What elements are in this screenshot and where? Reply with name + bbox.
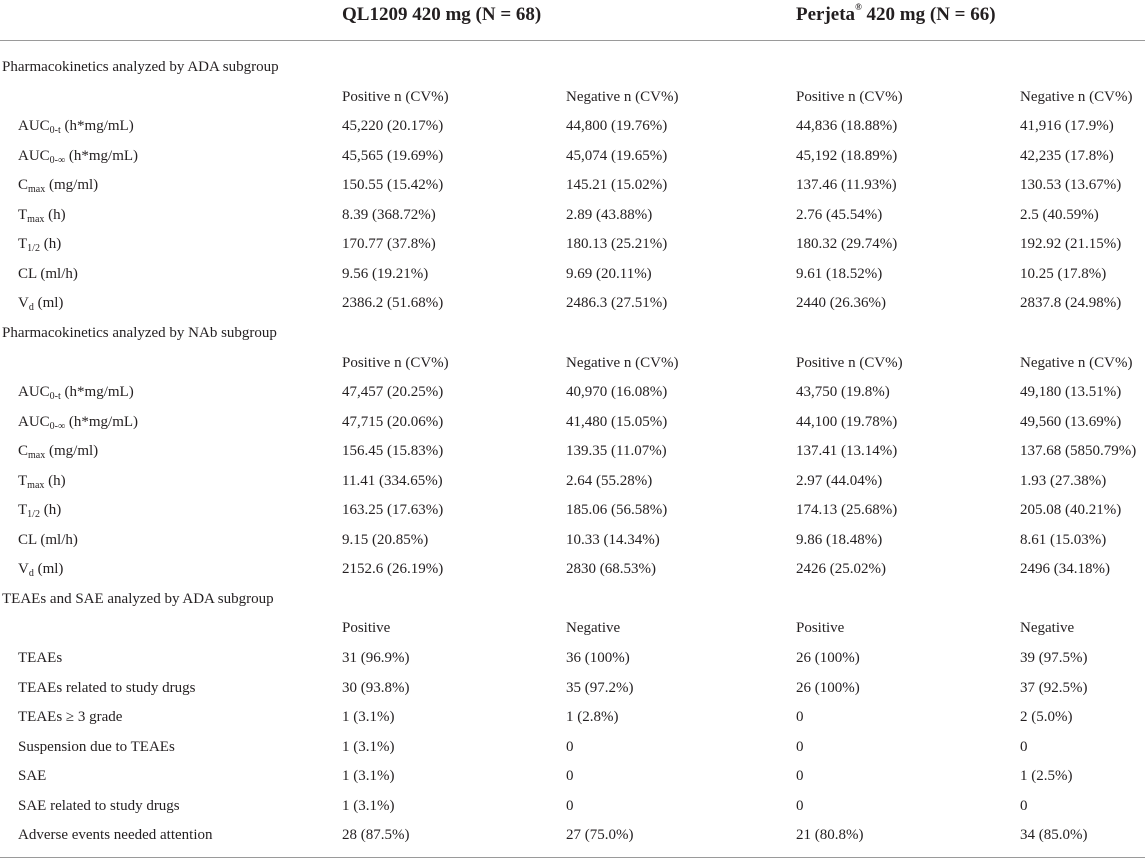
cell-value: 0: [566, 738, 574, 755]
column-header: Negative n (CV%): [566, 354, 679, 371]
row-label-subscript: max: [27, 479, 45, 491]
cell-value: 9.56 (19.21%): [342, 265, 429, 282]
group-header-perjeta: [796, 4, 996, 26]
row-label-text: T: [18, 472, 28, 489]
cell-value: 205.08 (40.21%): [1020, 502, 1122, 519]
column-header: Positive n (CV%): [342, 88, 449, 105]
section-title-row: [0, 319, 1145, 348]
cell-value: 10.33 (14.34%): [566, 531, 660, 548]
cell-value: 43,750 (19.8%): [796, 384, 890, 401]
column-header: Negative n (CV%): [1020, 88, 1133, 105]
header-rule: [0, 40, 1145, 41]
row-label-text: AUC: [18, 384, 50, 401]
row-label-text: SAE: [18, 768, 47, 785]
table-row: [0, 260, 1145, 289]
cell-value: 130.53 (13.67%): [1020, 177, 1122, 194]
row-label: [18, 437, 98, 466]
row-label-text: C: [18, 443, 29, 460]
row-label-text: T: [18, 502, 28, 519]
cell-value: 30 (93.8%): [342, 679, 410, 696]
cell-value: 0: [796, 768, 804, 785]
row-label-unit: (h*mg/mL): [65, 147, 139, 164]
row-label: [18, 289, 63, 318]
row-label-subscript: max: [27, 213, 45, 225]
row-label: [18, 555, 63, 584]
row-label: [18, 644, 62, 673]
row-label-text: Adverse events needed attention: [18, 827, 213, 844]
cell-value: 28 (87.5%): [342, 827, 410, 844]
table-row: [0, 467, 1145, 496]
cell-value: 185.06 (56.58%): [566, 502, 668, 519]
column-header: Negative n (CV%): [566, 88, 679, 105]
cell-value: 0: [566, 768, 574, 785]
table-row: [0, 762, 1145, 791]
row-label-subscript: 1/2: [27, 243, 40, 255]
table-row: [0, 674, 1145, 703]
row-label-subscript: 0-t: [49, 391, 61, 403]
table-row: [0, 792, 1145, 821]
table-row: [0, 526, 1145, 555]
cell-value: 2496 (34.18%): [1020, 561, 1110, 578]
row-label-unit: (ml): [33, 295, 64, 312]
cell-value: 2486.3 (27.51%): [566, 295, 668, 312]
cell-value: 2 (5.0%): [1020, 709, 1073, 726]
row-label-text: AUC: [18, 147, 50, 164]
row-label: [18, 674, 195, 703]
cell-value: 11.41 (334.65%): [342, 472, 443, 489]
cell-value: 47,715 (20.06%): [342, 413, 444, 430]
column-header: Positive n (CV%): [342, 354, 449, 371]
row-label-unit: (h*mg/mL): [60, 384, 134, 401]
row-label-subscript: 0-∞: [49, 154, 66, 166]
row-label-text: TEAEs: [18, 650, 63, 666]
table-row: [0, 733, 1145, 762]
cell-value: 1 (2.5%): [1020, 768, 1073, 785]
table-row: [0, 496, 1145, 525]
cell-value: 2.89 (43.88%): [566, 206, 653, 223]
row-label-unit: (h): [39, 236, 62, 253]
cell-value: 0: [1020, 738, 1028, 755]
cell-value: 0: [1020, 797, 1028, 814]
cell-value: 174.13 (25.68%): [796, 502, 898, 519]
section-title-row: [0, 53, 1145, 82]
column-header: Positive: [796, 620, 845, 637]
cell-value: 45,220 (20.17%): [342, 118, 444, 135]
cell-value: 2837.8 (24.98%): [1020, 295, 1122, 312]
row-label-subscript: d: [28, 568, 34, 580]
group-header-perjeta-name: Perjeta: [796, 4, 856, 25]
row-label-text: V: [18, 295, 29, 312]
cell-value: 9.15 (20.85%): [342, 531, 429, 548]
row-label-text: SAE related to study drugs: [18, 797, 180, 814]
row-label-text: T: [18, 206, 28, 223]
row-label-subscript: 0-∞: [49, 420, 66, 432]
column-header-row: [0, 614, 1145, 643]
row-label-subscript: max: [28, 450, 46, 462]
cell-value: 27 (75.0%): [566, 827, 634, 844]
row-label-unit: (mg/ml): [45, 443, 99, 460]
cell-value: 139.35 (11.07%): [566, 443, 667, 460]
cell-value: 0: [566, 797, 574, 814]
table-row: [0, 437, 1145, 466]
bottom-rule: [0, 857, 1145, 858]
row-label-text: V: [18, 561, 29, 578]
cell-value: 192.92 (21.15%): [1020, 236, 1122, 253]
cell-value: 45,565 (19.69%): [342, 147, 444, 164]
column-header: Positive n (CV%): [796, 354, 903, 371]
cell-value: 2152.6 (26.19%): [342, 561, 444, 578]
cell-value: 10.25 (17.8%): [1020, 265, 1107, 282]
cell-value: 31 (96.9%): [342, 650, 410, 666]
row-label: [18, 733, 175, 762]
cell-value: 35 (97.2%): [566, 679, 634, 696]
row-label: [18, 142, 138, 171]
table-row: [0, 201, 1145, 230]
cell-value: 49,180 (13.51%): [1020, 384, 1122, 401]
cell-value: 41,916 (17.9%): [1020, 118, 1114, 135]
row-label-text: C: [18, 177, 29, 194]
row-label-subscript: d: [28, 302, 34, 314]
cell-value: 2.97 (44.04%): [796, 472, 883, 489]
cell-value: 26 (100%): [796, 650, 860, 666]
row-label-unit: (h*mg/mL): [65, 413, 139, 430]
table-row: [0, 821, 1145, 850]
row-label: [18, 821, 213, 850]
cell-value: 9.69 (20.11%): [566, 265, 652, 282]
cell-value: 2.76 (45.54%): [796, 206, 883, 223]
row-label: [18, 378, 134, 407]
cell-value: 1 (3.1%): [342, 797, 395, 814]
cell-value: 9.86 (18.48%): [796, 531, 883, 548]
row-label-subscript: 0-t: [49, 125, 61, 137]
column-header-row: [0, 83, 1145, 112]
table-row: [0, 142, 1145, 171]
row-label: [18, 496, 61, 525]
section-title: Pharmacokinetics analyzed by NAb subgroup: [2, 324, 277, 341]
row-label-unit: (mg/ml): [45, 177, 99, 194]
table-row: [0, 644, 1145, 673]
cell-value: 180.32 (29.74%): [796, 236, 898, 253]
cell-value: 0: [796, 709, 804, 726]
cell-value: 42,235 (17.8%): [1020, 147, 1114, 164]
column-header: Negative: [1020, 620, 1075, 637]
row-label-unit: (h): [39, 502, 62, 519]
cell-value: 1.93 (27.38%): [1020, 472, 1107, 489]
row-label-subscript: 1/2: [27, 509, 40, 521]
row-label-text: CL (ml/h): [18, 531, 78, 548]
row-label: [18, 408, 138, 437]
row-label: [18, 762, 46, 791]
row-label-unit: (h): [44, 206, 66, 223]
cell-value: 9.61 (18.52%): [796, 265, 883, 282]
cell-value: 2386.2 (51.68%): [342, 295, 444, 312]
section-title-row: [0, 585, 1145, 614]
cell-value: 1 (3.1%): [342, 709, 395, 726]
column-header: Negative n (CV%): [1020, 354, 1133, 371]
cell-value: 44,100 (19.78%): [796, 413, 898, 430]
table-row: [0, 703, 1145, 732]
row-label-text: Suspension due to TEAEs: [18, 738, 175, 755]
cell-value: 1 (3.1%): [342, 768, 395, 785]
cell-value: 2440 (26.36%): [796, 295, 886, 312]
cell-value: 2.64 (55.28%): [566, 472, 653, 489]
cell-value: 39 (97.5%): [1020, 650, 1088, 666]
row-label: [18, 703, 122, 732]
cell-value: 1 (2.8%): [566, 709, 619, 726]
table-row: [0, 378, 1145, 407]
cell-value: 1 (3.1%): [342, 738, 395, 755]
cell-value: 36 (100%): [566, 650, 630, 666]
cell-value: 137.41 (13.14%): [796, 443, 898, 460]
cell-value: 49,560 (13.69%): [1020, 413, 1122, 430]
column-header-row: [0, 349, 1145, 378]
group-header-perjeta-rest: 420 mg (N = 66): [861, 4, 996, 25]
cell-value: 150.55 (15.42%): [342, 177, 444, 194]
cell-value: 2426 (25.02%): [796, 561, 886, 578]
row-label: [18, 526, 78, 555]
row-label: [18, 201, 66, 230]
cell-value: 45,192 (18.89%): [796, 147, 898, 164]
cell-value: 0: [796, 738, 804, 755]
row-label-unit: (ml): [33, 561, 64, 578]
table-row: [0, 230, 1145, 259]
cell-value: 44,800 (19.76%): [566, 118, 668, 135]
section-title: Pharmacokinetics analyzed by ADA subgroup: [2, 59, 279, 75]
row-label-text: T: [18, 236, 28, 253]
cell-value: 37 (92.5%): [1020, 679, 1088, 696]
cell-value: 137.46 (11.93%): [796, 177, 897, 194]
cell-value: 0: [796, 797, 804, 814]
cell-value: 21 (80.8%): [796, 827, 864, 844]
row-label-text: CL (ml/h): [18, 265, 78, 282]
table-header: [0, 0, 1145, 40]
column-header: Positive: [342, 620, 391, 637]
cell-value: 170.77 (37.8%): [342, 236, 436, 253]
row-label: [18, 112, 134, 141]
table-row: [0, 112, 1145, 141]
cell-value: 45,074 (19.65%): [566, 147, 668, 164]
cell-value: 44,836 (18.88%): [796, 118, 898, 135]
cell-value: 145.21 (15.02%): [566, 177, 668, 194]
row-label-text: AUC: [18, 413, 50, 430]
row-label-text: TEAEs ≥ 3 grade: [18, 709, 123, 726]
row-label-unit: (h): [44, 472, 66, 489]
row-label: [18, 171, 98, 200]
table-row: [0, 171, 1145, 200]
cell-value: 137.68 (5850.79%): [1020, 443, 1137, 460]
row-label-text: TEAEs related to study drugs: [18, 679, 196, 696]
row-label: [18, 260, 78, 289]
row-label-text: AUC: [18, 118, 50, 135]
cell-value: 34 (85.0%): [1020, 827, 1088, 844]
cell-value: 2830 (68.53%): [566, 561, 656, 578]
group-header-ql1209: QL1209 420 mg (N = 68): [342, 4, 542, 25]
registered-mark: ®: [855, 2, 862, 12]
cell-value: 2.5 (40.59%): [1020, 206, 1099, 223]
cell-value: 47,457 (20.25%): [342, 384, 444, 401]
cell-value: 40,970 (16.08%): [566, 384, 668, 401]
section-title: TEAEs and SAE analyzed by ADA subgroup: [2, 590, 274, 607]
cell-value: 163.25 (17.63%): [342, 502, 444, 519]
row-label-unit: (h*mg/mL): [60, 118, 134, 135]
table-row: [0, 408, 1145, 437]
row-label: [18, 467, 66, 496]
cell-value: 41,480 (15.05%): [566, 413, 668, 430]
cell-value: 180.13 (25.21%): [566, 236, 668, 253]
row-label: [18, 230, 61, 259]
column-header: Negative: [566, 620, 621, 637]
table-row: [0, 289, 1145, 318]
cell-value: 8.39 (368.72%): [342, 206, 436, 223]
cell-value: 26 (100%): [796, 679, 860, 696]
row-label: [18, 792, 180, 821]
cell-value: 8.61 (15.03%): [1020, 531, 1107, 548]
column-header: Positive n (CV%): [796, 88, 903, 105]
table-row: [0, 555, 1145, 584]
cell-value: 156.45 (15.83%): [342, 443, 444, 460]
row-label-subscript: max: [28, 184, 46, 196]
